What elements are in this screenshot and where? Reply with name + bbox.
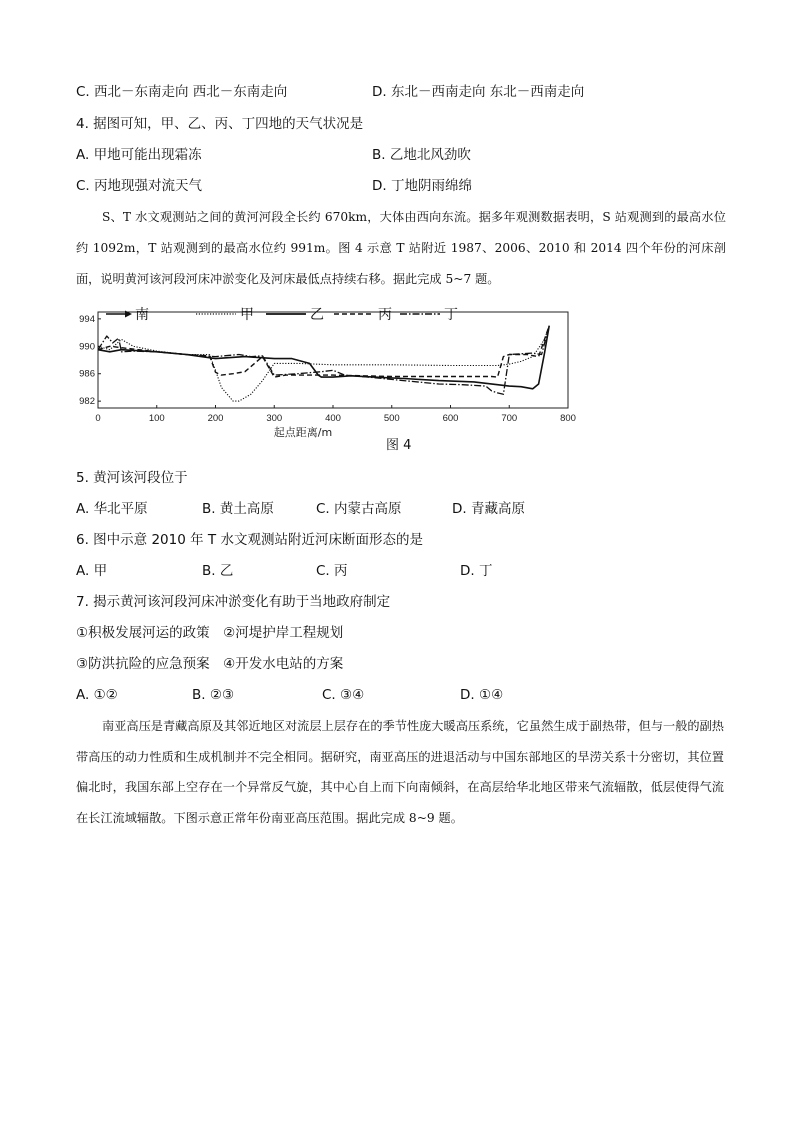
q6-option-b: B. 乙 (202, 563, 234, 579)
legend-label-2: 乙 (310, 307, 324, 323)
y-tick-label: 990 (79, 341, 95, 353)
south-label: 南 (135, 307, 149, 323)
figure-caption: 图 4 (386, 438, 412, 453)
q7-items-3-4: ③防洪抗险的应急预案 ④开发水电站的方案 (76, 656, 344, 672)
q5-option-d: D. 青藏高原 (452, 501, 525, 517)
q3-option-c: C. 西北－东南走向 西北－东南走向 (76, 84, 288, 100)
q5-option-b: B. 黄土高原 (202, 501, 274, 517)
x-tick-label: 800 (560, 413, 576, 424)
x-tick-label: 400 (325, 413, 341, 424)
q6-option-c: C. 丙 (316, 563, 348, 579)
x-tick-label: 600 (442, 413, 459, 424)
x-tick-label: 100 (148, 413, 165, 424)
q7-items-1-2: ①积极发展河运的政策 ②河堤护岸工程规划 (76, 625, 344, 641)
x-tick-label: 500 (383, 413, 400, 424)
q7-option-b: B. ②③ (192, 687, 235, 703)
y-tick-label: 982 (79, 396, 95, 408)
q5-option-c: C. 内蒙古高原 (316, 501, 402, 517)
passage-2: 南亚高压是青藏高原及其邻近地区对流层上层存在的季节性庞大暖高压系统，它虽然生成于副热带，但与一般的副热带高压的动力性质和生成机制并不完全相同。据研究，南亚高压的进退活动与中国东部地区的旱涝关系十分密切，其位置偏北时，我国东部上空存在一个异常反气旋，其中心自上而下向南倾斜，在高层给华北地区带来气流辐散，低层使得气流在长江流域辐散。下图示意正常年份南亚高压范围。据此完成 8~9 题。 (76, 719, 724, 825)
q5-option-a: A. 华北平原 (76, 501, 148, 517)
q7-option-d: D. ①④ (460, 687, 504, 703)
plot-frame (98, 312, 568, 408)
q3-option-d: D. 东北－西南走向 东北－西南走向 (372, 84, 585, 100)
q7-option-c: C. ③④ (322, 687, 365, 703)
x-tick-label: 0 (95, 413, 101, 424)
q6-option-a: A. 甲 (76, 563, 108, 579)
x-axis-label: 起点距离/m (273, 426, 333, 439)
chart-series (98, 326, 549, 401)
passage-1: S、T 水文观测站之间的黄河河段全长约 670km，大体由西向东流。据多年观测数据表明，S 站观测到的最高水位约 1092m，T 站观测到的最高水位约 991m。图 4 示意 T 站附近 1987、2006、2010 和 2014 四个年份的河床剖面，说明黄河该河段河床冲淤变化及河床最低点持续右移。据此完成 5~7 题。 (76, 210, 726, 286)
q7-stem: 7. 揭示黄河该河段河床冲淤变化有助于当地政府制定 (76, 594, 391, 610)
q4-stem: 4. 据图可知，甲、乙、丙、丁四地的天气状况是 (76, 116, 364, 132)
y-tick-label: 994 (79, 313, 95, 325)
legend-label-4: 丁 (444, 307, 458, 323)
x-tick-label: 700 (501, 413, 518, 424)
q4-option-c: C. 丙地现强对流天气 (76, 178, 203, 194)
legend-label-1: 甲 (240, 307, 254, 323)
q4-option-b: B. 乙地北风劲吹 (372, 147, 471, 163)
series-line-2 (98, 326, 549, 389)
x-tick-label: 200 (207, 413, 224, 424)
series-line-3 (98, 326, 549, 377)
q7-option-a: A. ①② (76, 687, 118, 703)
chart-axes (98, 312, 568, 408)
series-line-4 (98, 326, 549, 395)
q6-option-d: D. 丁 (460, 563, 493, 579)
y-tick-label: 986 (79, 368, 95, 380)
figure-4-chart (76, 300, 596, 439)
chart-legend (106, 306, 458, 323)
q4-option-d: D. 丁地阴雨绵绵 (372, 178, 472, 194)
q6-stem: 6. 图中示意 2010 年 T 水文观测站附近河床断面形态的是 (76, 532, 423, 548)
q4-option-a: A. 甲地可能出现霜冻 (76, 147, 202, 163)
series-line-1 (98, 326, 549, 401)
q5-stem: 5. 黄河该河段位于 (76, 470, 188, 486)
x-tick-label: 300 (266, 413, 283, 424)
legend-label-3: 丙 (378, 307, 392, 323)
